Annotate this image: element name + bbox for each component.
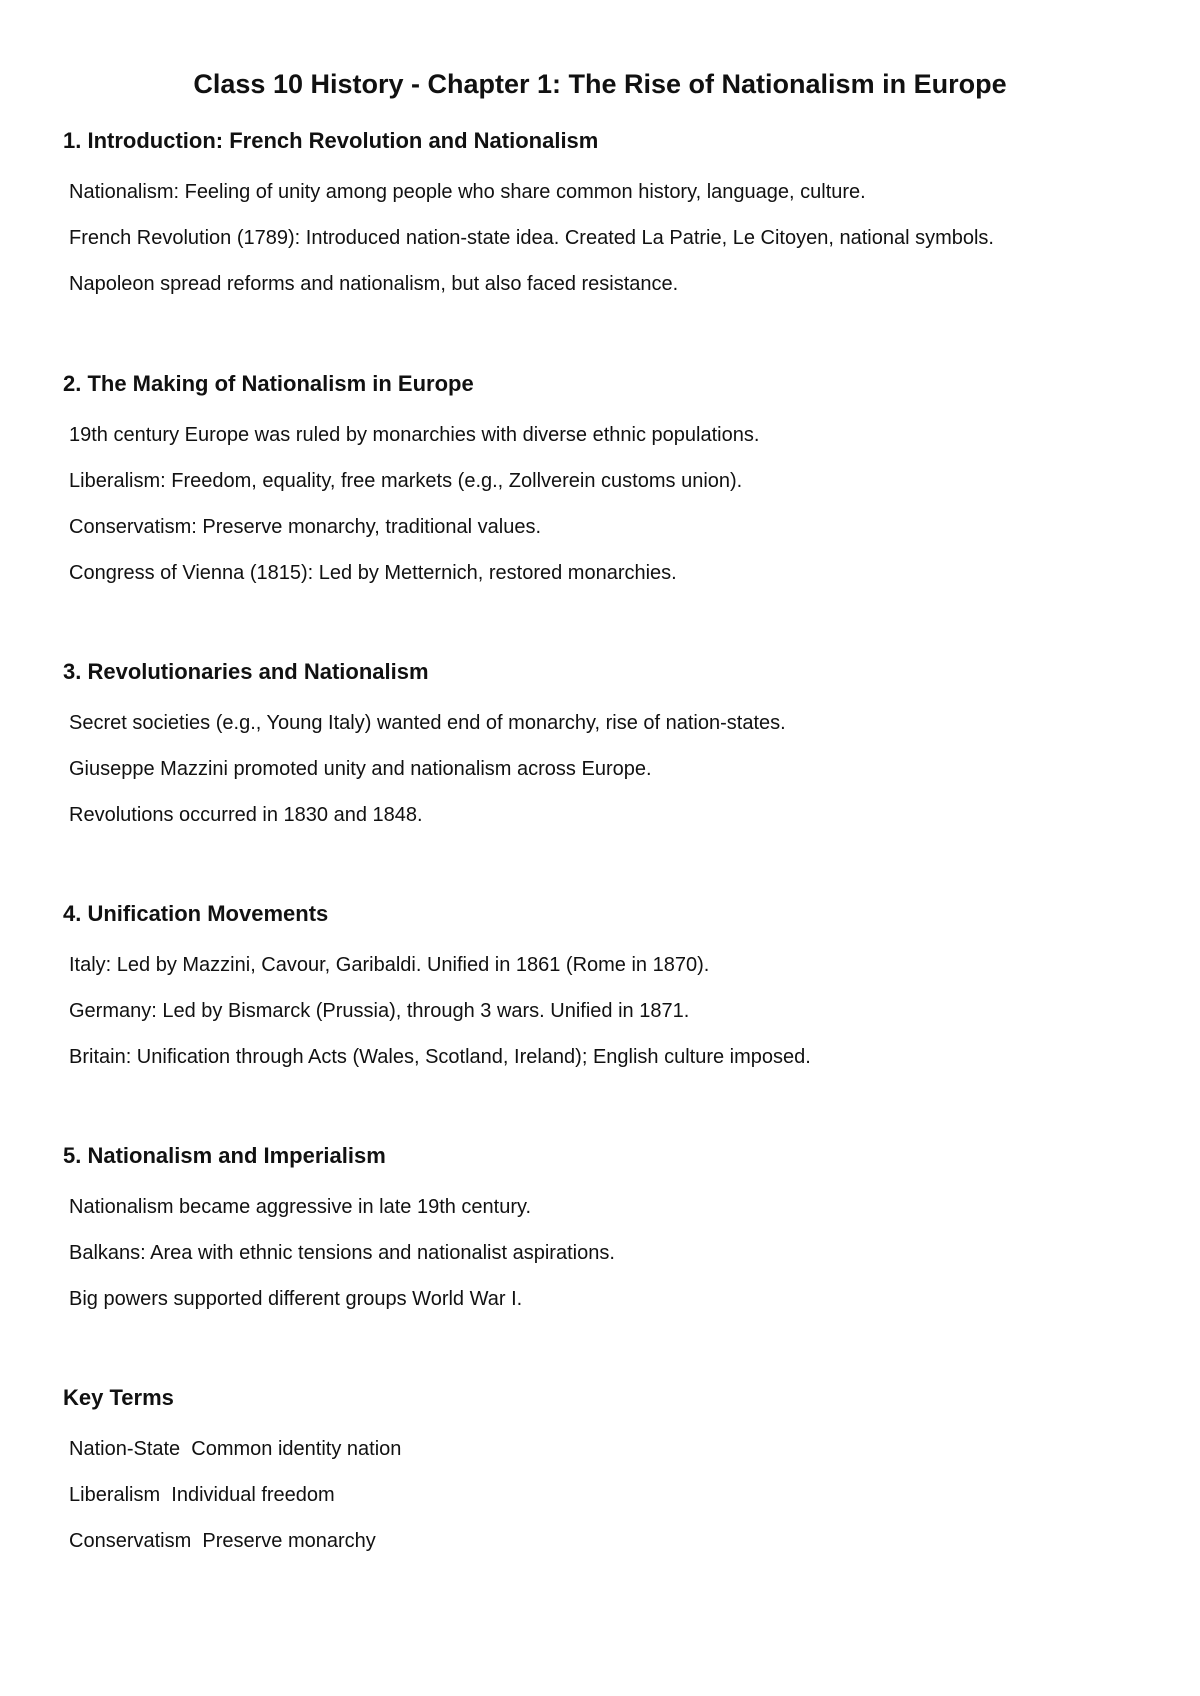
key-term-item: [63, 1435, 1143, 1463]
section-line: Germany: Led by Bismarck (Prussia), through 3 wars. Unified in 1871.: [69, 1000, 690, 1022]
section-line: Italy: Led by Mazzini, Cavour, Garibaldi. Unified in 1861 (Rome in 1870).: [69, 954, 710, 976]
section-lines: [63, 709, 1143, 829]
key-term-name: Liberalism: [69, 1484, 161, 1506]
key-term-definition: Common identity nation: [191, 1438, 402, 1460]
section-line: Balkans: Area with ethnic tensions and nationalist aspirations.: [69, 1242, 615, 1264]
key-term-item: [63, 1527, 1143, 1555]
section-lines: [63, 178, 1143, 298]
key-term-name: Conservatism: [69, 1530, 192, 1552]
section-line: Napoleon spread reforms and nationalism, but also faced resistance.: [69, 273, 679, 295]
section-line: Nationalism became aggressive in late 19th century.: [69, 1196, 532, 1218]
section-key-terms: [63, 1383, 1143, 1555]
section-nationalism-imperialism: [63, 1141, 1143, 1313]
section-heading: 5. Nationalism and Imperialism: [63, 1143, 386, 1168]
section-lines: [63, 1193, 1143, 1313]
section-heading: 3. Revolutionaries and Nationalism: [63, 659, 429, 684]
section-lines: [63, 421, 1143, 587]
section-line: Congress of Vienna (1815): Led by Metternich, restored monarchies.: [69, 562, 677, 584]
key-terms-list: [63, 1435, 1143, 1555]
section-making-of-nationalism: [63, 369, 1143, 587]
document-title: Class 10 History - Chapter 1: The Rise of Nationalism in Europe: [193, 69, 1007, 99]
section-heading: 1. Introduction: French Revolution and Nationalism: [63, 128, 599, 153]
section-line: Revolutions occurred in 1830 and 1848.: [69, 804, 423, 826]
section-introduction: [63, 126, 1143, 298]
section-line: Big powers supported different groups World War I.: [69, 1288, 523, 1310]
section-line: Liberalism: Freedom, equality, free markets (e.g., Zollverein customs union).: [69, 470, 743, 492]
key-terms-heading: Key Terms: [63, 1385, 174, 1410]
section-line: 19th century Europe was ruled by monarchies with diverse ethnic populations.: [69, 424, 760, 446]
section-unification-movements: [63, 899, 1143, 1071]
key-term-item: [63, 1481, 1143, 1509]
section-line: French Revolution (1789): Introduced nation-state idea. Created La Patrie, Le Citoyen, national symbols.: [69, 227, 994, 249]
section-line: Nationalism: Feeling of unity among people who share common history, language, culture.: [69, 181, 866, 203]
section-line: Conservatism: Preserve monarchy, traditional values.: [69, 516, 542, 538]
section-heading: 4. Unification Movements: [63, 901, 329, 926]
section-revolutionaries: [63, 657, 1143, 829]
section-line: Britain: Unification through Acts (Wales, Scotland, Ireland); English culture imposed.: [69, 1046, 811, 1068]
section-heading: 2. The Making of Nationalism in Europe: [63, 371, 474, 396]
section-lines: [63, 951, 1143, 1071]
key-term-name: Nation-State: [69, 1438, 181, 1460]
section-line: Secret societies (e.g., Young Italy) wanted end of monarchy, rise of nation-states.: [69, 712, 786, 734]
key-term-definition: Individual freedom: [171, 1484, 335, 1506]
section-line: Giuseppe Mazzini promoted unity and nationalism across Europe.: [69, 758, 652, 780]
key-term-definition: Preserve monarchy: [202, 1530, 376, 1552]
